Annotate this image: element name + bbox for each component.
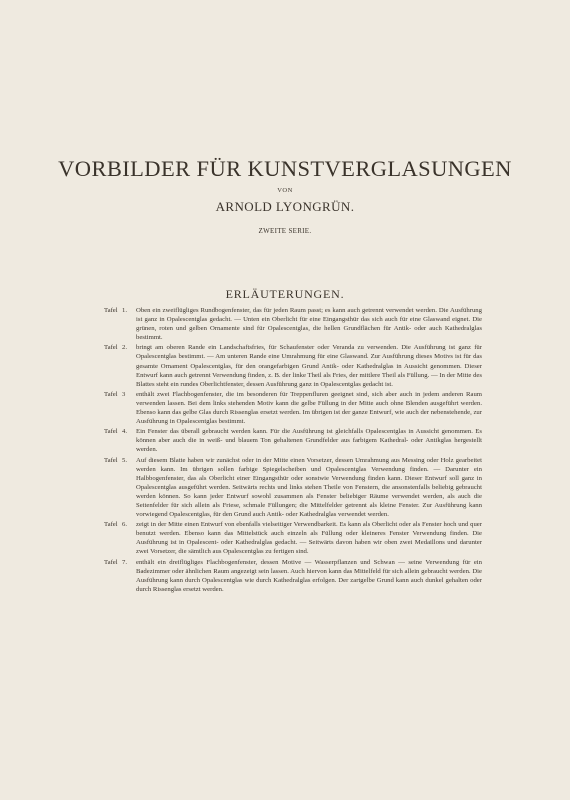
plate-entry	[104, 306, 482, 342]
plate-number: 6.	[122, 521, 128, 529]
plate-word: Tafel	[104, 456, 118, 464]
plate-word: Tafel	[104, 521, 118, 529]
plate-text: Oben ein zweiflügliges Rundbogenfenster, das für jeden Raum passt; es kann auch getrennt verwendet werden. Die Ausführung ist ganz in Opalescentglas gedacht. — Unten ein Oberlicht für eine Eingangsthür das sich auch für eine Glaswand eignet. Die grünen, roten und gelben Ornamente sind für Opalescentglas, die hellen Grundflächen für Antik- oder auch Kathedralglas bestimmt.	[136, 307, 482, 342]
section-heading: ERLÄUTERUNGEN.	[225, 287, 345, 301]
plate-entry	[104, 520, 482, 556]
plate-label	[104, 306, 135, 315]
plate-number: 3	[122, 390, 126, 398]
plate-text: enthält ein dreiflügliges Flachbogenfenster, dessen Motive — Wasserpflanzen und Schwan — seine Verwendung für ein Badezimmer oder ähnlichen Raum angezeigt sein lassen. Auch hiervon kann das Mittelfeld für sich allein gebraucht werden. Die Ausführung kann durch Opalescentglas wie durch Kathedralglas erfolgen. Der zartgelbe Grund kann auch dunkel gehalten oder durch Rissenglas ersetzt werden.	[136, 558, 482, 593]
plate-number: 4.	[122, 428, 128, 436]
von-line: VON	[277, 187, 293, 194]
plate-number: 2.	[122, 344, 128, 352]
plate-label	[104, 520, 135, 529]
plate-number: 5.	[122, 456, 128, 464]
plate-text: Auf diesem Blatte haben wir zunächst oder in der Mitte einen Vorsetzer, dessen Umrahmung aus Messing oder Holz gearbeitet werden kann. Im übrigen sollen farbige Spiegelscheiben und Opalescentglas Verwendung finden. — Darunter ein Halbbogenfenster, das als Oberlicht einer Eingangsthür oder sonstwie Verwendung finden kann. Dieser Entwurf soll ganz in Opalescentglas ausgeführt werden. Seitwärts rechts und links stehen Theile von Fenstern, die ansonstenfalls beliebig gebraucht werden können. So kann jeder Entwurf sowohl zusammen als Fenster beliebiger Räume verwendet werden, als auch die Seitenfelder für sich allein als Friese, schmale Füllungen; die Mittelfelder getrennt als kleine Fenster. Zur Ausführung kann vorwiegend Opalescentglas, für den Grund auch Antik- oder Kathedralglas verwendet werden.	[136, 456, 482, 519]
plate-entry	[104, 390, 482, 426]
plate-word: Tafel	[104, 307, 118, 314]
plate-text: enthält zwei Flachbogenfenster, die im besonderen für Treppenfluren geeignet sind, sich aber auch in jedem anderen Raum verwenden lassen. Bei dem links stehenden Motiv kann die gelbe Füllung in der Mitte auch ohne Blenden ausgeführt werden. Ebenso kann das gelbe Glas durch Rissenglas ersetzt werden. Im übrigen ist der ganze Entwurf, wie auch der nebenstehende, zur Ausführung in Opalescentglas bestimmt.	[136, 390, 482, 426]
plate-word: Tafel	[104, 390, 118, 398]
plate-text: bringt am oberen Rande ein Landschaftsfries, für Schaufenster oder Veranda zu verwenden. Die Ausführung ist ganz für Opalescentglas bestimmt. — Am unteren Rande eine Umrahmung für eine Glaswand. Zur Ausführung dieses Motivs ist für das gesamte Ornament Opalescentglas, für den orangefarbigen Grund Antik- oder Kathedralglas in Aussicht genommen. Dieser Entwurf kann auch getrennt Verwendung finden, z. B. der linke Theil als Fries, der mittlere Theil als Füllung. — In der Mitte des Blattes steht ein rundes Oberlichtfenster, dessen Ausführung ganz in Opalescentglas gedacht ist.	[136, 344, 482, 388]
plate-word: Tafel	[104, 344, 118, 352]
plate-entry	[104, 343, 482, 388]
plate-label	[104, 390, 135, 399]
plate-text: Ein Fenster das überall gebraucht werden kann. Für die Ausführung ist gleichfalls Opalescentglas in Aussicht genommen. Es können aber auch die in weiß- und blauem Ton gehaltenen Grundfelder aus farbigem Kathedral- oder Antikglas hergestellt werden.	[136, 428, 482, 454]
series-label: ZWEITE SERIE.	[258, 227, 312, 235]
plate-word: Tafel	[104, 558, 118, 566]
author-name: ARNOLD LYONGRÜN.	[215, 199, 355, 214]
plate-label	[104, 558, 135, 567]
document-title: VORBILDER FÜR KUNSTVERGLASUNGEN	[58, 156, 512, 181]
plate-word: Tafel	[104, 428, 118, 436]
plate-label	[104, 456, 135, 465]
plate-number: 1.	[122, 307, 128, 314]
plate-entry	[104, 427, 482, 454]
plate-label	[104, 343, 135, 352]
plate-entry	[104, 456, 482, 520]
plate-label	[104, 427, 135, 436]
plate-descriptions	[104, 306, 482, 595]
plate-entry	[104, 558, 482, 594]
plate-text: zeigt in der Mitte einen Entwurf von ebenfalls vielseitiger Verwendbarkeit. Es kann als Oberlicht oder als Fenster hoch und quer benutzt werden. Ebenso kann das Mittelstück auch einzeln als Füllung oder kleineres Fenster Verwendung finden. Die Ausführung ist in Opalescent- oder Kathedralglas gedacht. — Seitwärts davon haben wir oben zwei Medaillons und darunter zwei Vorsetzer, die sämtlich aus Opalescentglas zu fertigen sind.	[136, 521, 482, 556]
plate-number: 7.	[122, 558, 128, 566]
